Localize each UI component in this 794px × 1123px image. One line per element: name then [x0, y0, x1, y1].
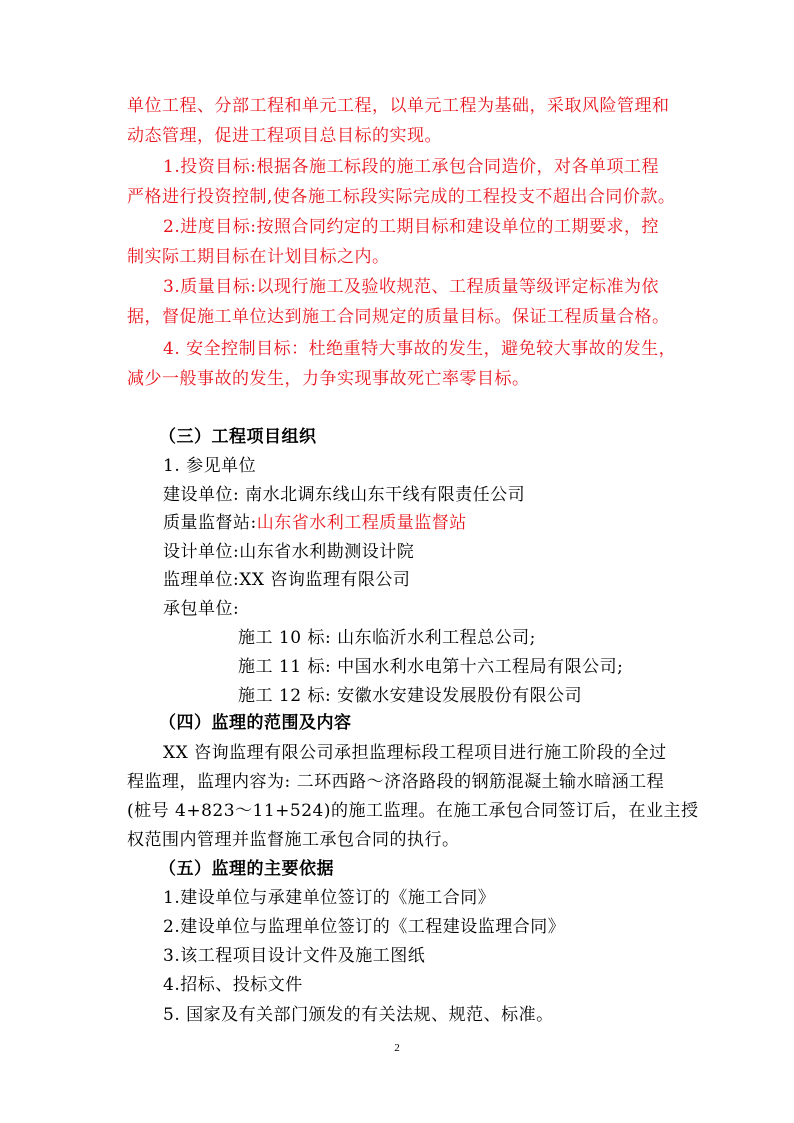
builder-line: 建设单位: 南水北调东线山东干线有限责任公司 [163, 485, 526, 505]
contractor-item: 施工 10 标: 山东临沂水利工程总公司; [238, 628, 536, 648]
contractor-item: 施工 11 标: 中国水利水电第十六工程局有限公司; [238, 657, 624, 677]
designer-line: 设计单位:山东省水利勘测设计院 [163, 542, 415, 562]
list-item: 1.建设单位与承建单位签订的《施工合同》 [163, 888, 496, 908]
contractor-label: 承包单位: [163, 599, 240, 619]
list-item: 5. 国家及有关部门颁发的有关法规、规范、标准。 [163, 1005, 554, 1025]
paragraph-line: 程监理，监理内容为: 二环西路～济洛路段的钢筋混凝土输水暗涵工程 [127, 772, 665, 792]
paragraph-line: (桩号 4+823～11+524)的施工监理。在施工承包合同签订后，在业主授 [127, 801, 699, 821]
page-number: 2 [394, 1042, 400, 1054]
paragraph-line: 制实际工期目标在计划目标之内。 [127, 247, 390, 267]
paragraph-line: 权范围内管理并监督施工承包合同的执行。 [127, 830, 460, 850]
quality-station-value: 山东省水利工程质量监督站 [256, 513, 467, 533]
list-item: 4.招标、投标文件 [163, 975, 303, 995]
list-item: 3.该工程项目设计文件及施工图纸 [163, 946, 426, 966]
paragraph-line: 动态管理，促进工程项目总目标的实现。 [127, 126, 442, 146]
schedule-goal-line: 2.进度目标:按照合同约定的工期目标和建设单位的工期要求，控 [163, 217, 659, 237]
section-heading: （五）监理的主要依据 [159, 859, 334, 879]
contractor-item: 施工 12 标: 安徽水安建设发展股份有限公司 [238, 686, 583, 706]
quality-station-label: 质量监督站: [163, 513, 257, 533]
subheading: 1. 参见单位 [163, 456, 257, 476]
paragraph-line: 减少一般事故的发生，力争实现事故死亡率零目标。 [127, 369, 530, 389]
paragraph-line: 严格进行投资控制,使各施工标段实际完成的工程投支不超出合同价款。 [127, 187, 676, 207]
section-heading: （四）监理的范围及内容 [159, 713, 352, 733]
quality-goal-line: 3.质量目标:以现行施工及验收规范、工程质量等级评定标准为依 [163, 277, 659, 297]
section-heading: （三）工程项目组织 [159, 427, 317, 447]
paragraph-line: 单位工程、分部工程和单元工程，以单元工程为基础，采取风险管理和 [127, 96, 670, 116]
supervisor-line: 监理单位:XX 咨询监理有限公司 [163, 570, 411, 590]
quality-station-line [163, 511, 467, 535]
investment-goal-line: 1.投资目标:根据各施工标段的施工承包合同造价，对各单项工程 [163, 157, 659, 177]
paragraph-line: XX 咨询监理有限公司承担监理标段工程项目进行施工阶段的全过 [163, 743, 667, 763]
paragraph-line: 据，督促施工单位达到施工合同规定的质量目标。保证工程质量合格。 [127, 307, 670, 327]
list-item: 2.建设单位与监理单位签订的《工程建设监理合同》 [163, 917, 566, 937]
safety-goal-line: 4. 安全控制目标：杜绝重特大事故的发生，避免较大事故的发生， [163, 339, 677, 359]
